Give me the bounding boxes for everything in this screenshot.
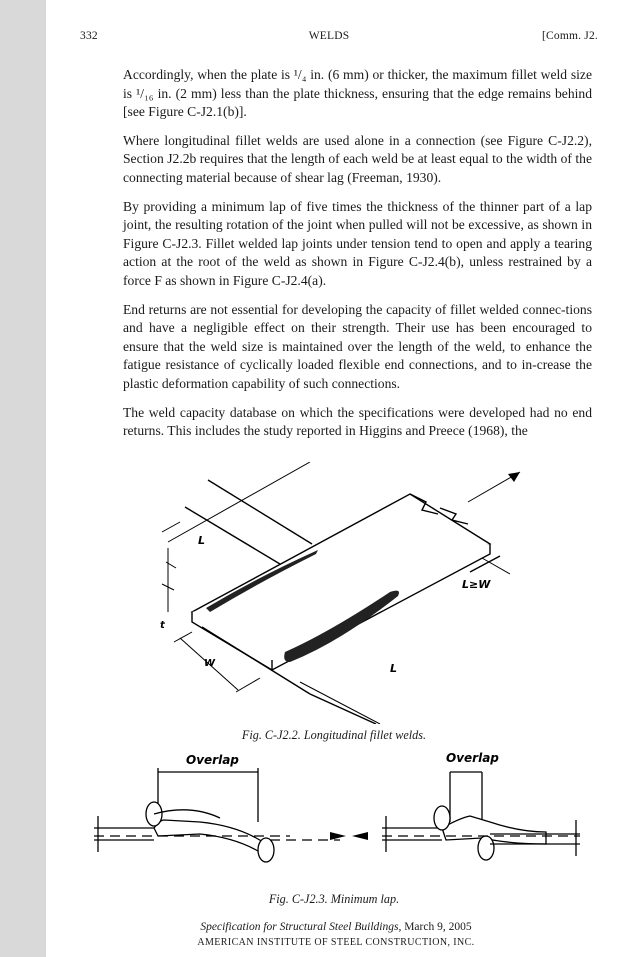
label-t: t [160,620,165,631]
page-number: 332 [80,30,98,42]
label-L-ge-W: L≥W [462,578,491,591]
paragraph: End returns are not essential for developing the capacity of fillet welded connec-tions and have a negligible effect on their strength. Their use has been encouraged to ensure that the weld size is maintained over the length of the weld, to enhance the fatigue resistance of cyclically loaded flexible end connections, and to in-crease the plastic deformation capability of such connections. [123,301,592,391]
footer-spec-title: Specification for Structural Steel Buildings, [200,921,402,933]
figure-minimum-lap [90,748,590,866]
body-text [123,66,592,451]
footer-publisher: AMERICAN INSTITUTE OF STEEL CONSTRUCTION, INC. [197,937,475,948]
figure-caption: Fig. C-J2.3. Minimum lap. [268,892,400,906]
paragraph: By providing a minimum lap of five times the thickness of the thinner part of a lap joint, the resulting rotation of the joint when pulled will not be excessive, as shown in Figure C-J2.3. Fillet welded lap joints under tension tend to open and apply a tearing action at the root of the weld as shown in Figure C-J2.4(b), unless restrained by a force F as shown in Figure C-J2.4(a). [123,198,592,288]
figure-longitudinal-fillet-welds [140,462,540,724]
label-L-bottom: L [390,662,398,675]
section-ref: [Comm. J2. [542,30,598,42]
paragraph: Accordingly, when the plate is ¹/₄ in. (6 mm) or thicker, the maximum fillet weld size is ¹/₁₆ in. (2 mm) less than the plate thickness, ensuring that the edge remains behind [see Figure C-J2.1(b)]. [123,67,592,120]
label-W: W [204,658,216,669]
footer-date: March 9, 2005 [401,921,472,933]
figure-caption: Fig. C-J2.2. Longitudinal fillet welds. [241,728,427,742]
paragraph: The weld capacity database on which the specifications were developed had no end returns. This includes the study reported in Higgins and Preece (1968), the [123,404,592,439]
running-title: WELDS [308,30,350,42]
label-overlap-left: Overlap [186,753,239,767]
footer-spec [0,921,638,933]
paragraph: Where longitudinal fillet welds are used alone in a connection (see Figure C-J2.2), Section J2.2b requires that the length of each weld be at least equal to the width of the connecting material because of shear lag (Freeman, 1930). [123,132,592,185]
page-margin-strip [0,0,46,957]
label-L-top: L [198,534,206,547]
label-overlap-right: Overlap [446,751,499,765]
